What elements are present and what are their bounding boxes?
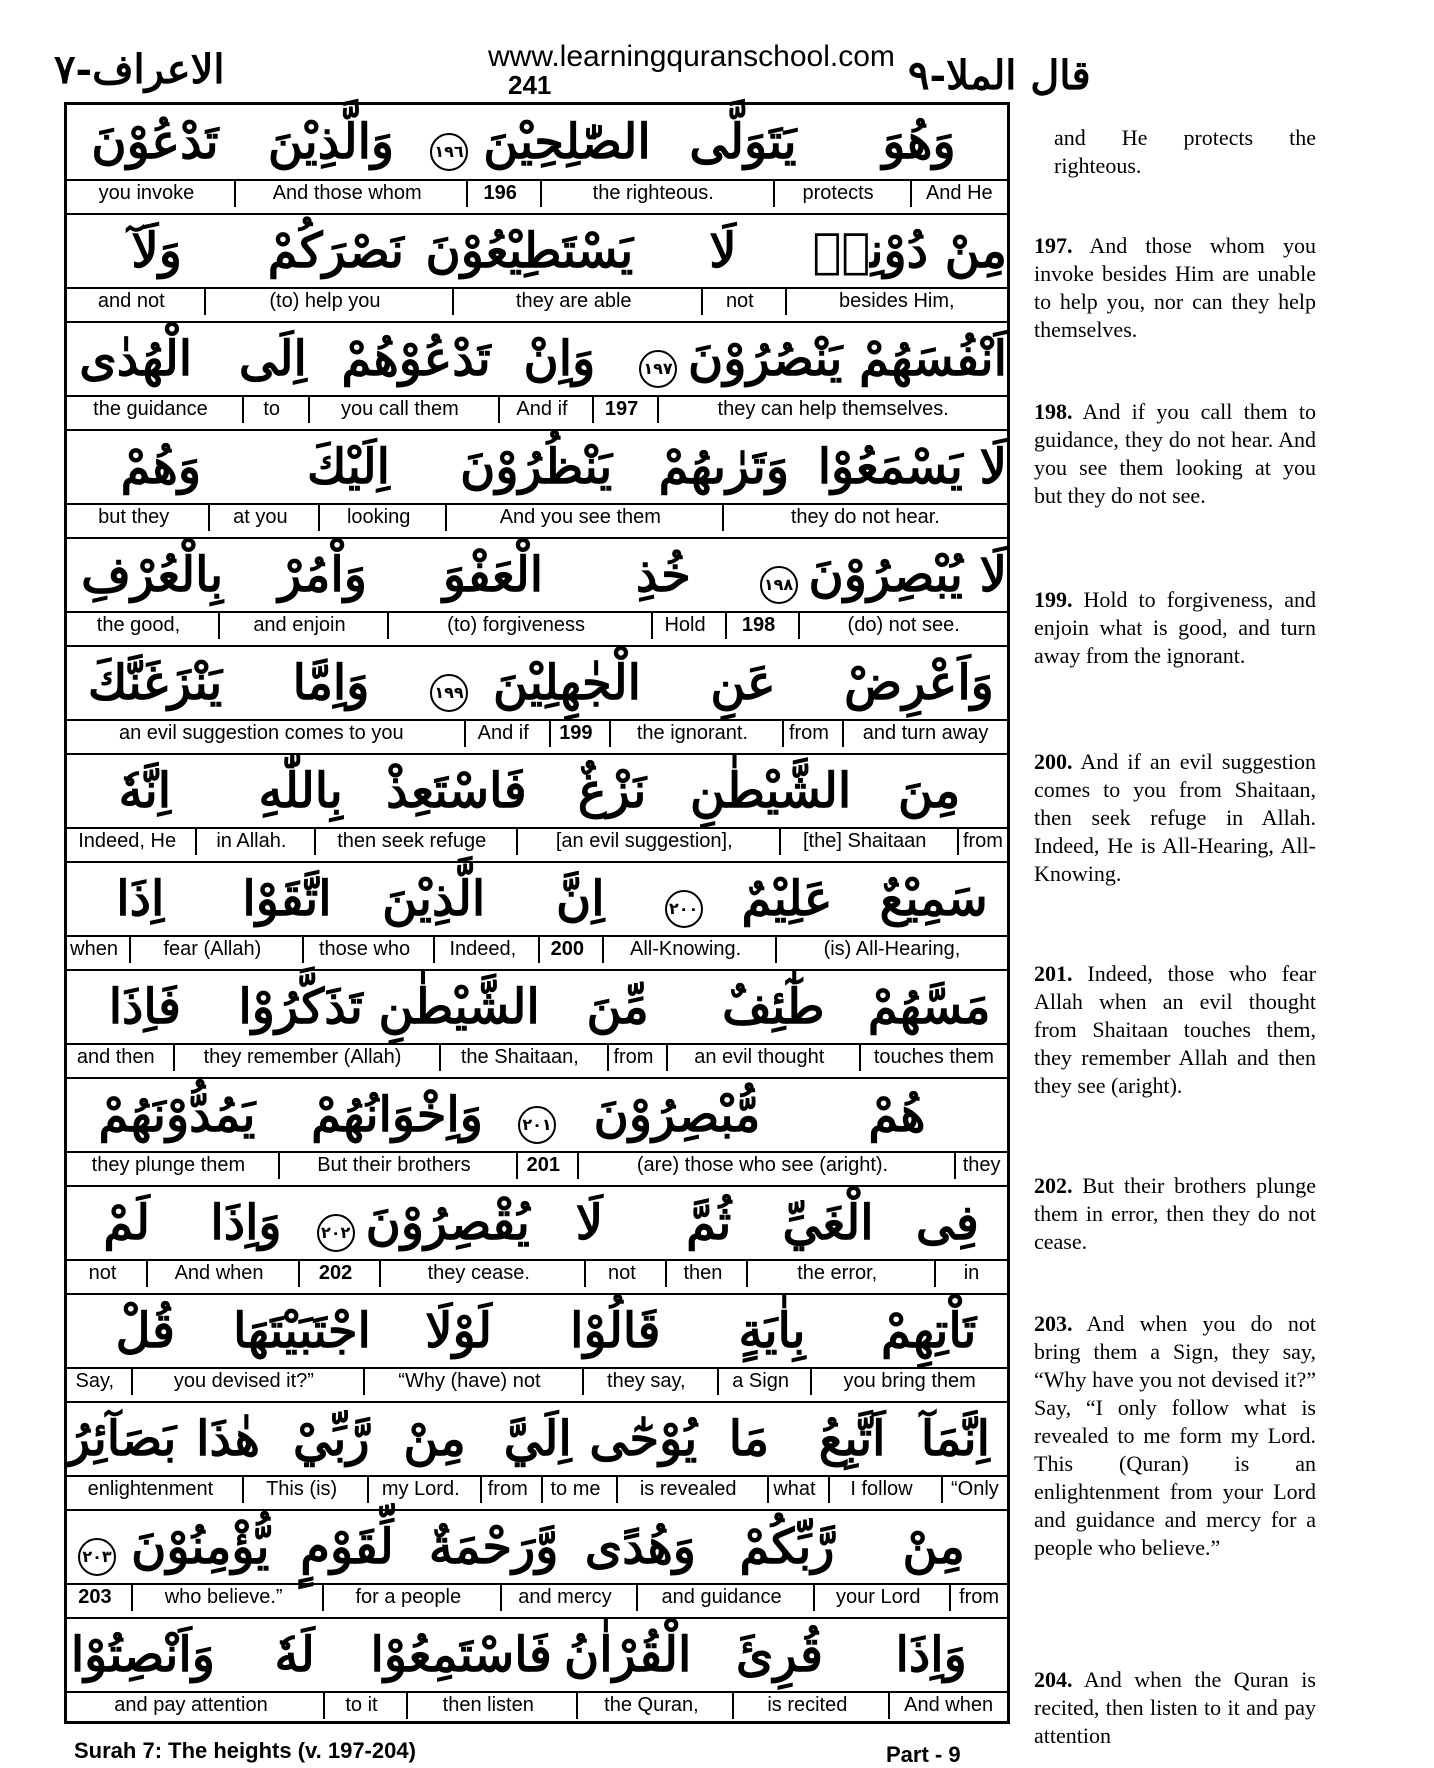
english-word: and turn away <box>842 721 1007 747</box>
arabic-word: وَاِذَا <box>895 1627 967 1683</box>
english-word: your Lord <box>813 1585 941 1611</box>
verse-number: 202 <box>298 1261 371 1287</box>
arabic-word: الشَّيْطٰنِ <box>378 979 540 1035</box>
verse-number: 200 <box>538 937 594 963</box>
english-word: an evil suggestion comes to you <box>119 722 404 744</box>
arabic-word: عَنِ <box>710 655 776 711</box>
english-word: touches them <box>859 1045 1007 1071</box>
arabic-word: يَسْتَطِيْعُوْنَ <box>425 223 634 279</box>
arabic-row <box>67 105 1007 179</box>
english-word: (is) All-Hearing, <box>775 937 1007 963</box>
arabic-word: اِلَى <box>238 331 307 387</box>
english-word: they remember (Allah) <box>173 1045 431 1071</box>
english-word: is revealed <box>616 1477 759 1503</box>
english-word: And if <box>498 397 583 423</box>
arabic-row <box>67 1293 1007 1367</box>
arabic-word: وَلَآ <box>131 223 182 279</box>
translation-verse-number: 198. <box>1034 399 1073 424</box>
english-word: All-Knowing. <box>602 937 766 963</box>
arabic-word: مُّبْصِرُوْنَ <box>593 1087 761 1143</box>
arabic-word: وَهُوَ <box>882 114 956 170</box>
english-row <box>67 179 1007 207</box>
arabic-word: مِّنَ <box>586 979 649 1035</box>
verse-translation <box>1034 1310 1316 1562</box>
english-word: and pay attention <box>114 1694 268 1716</box>
arabic-word: فِى <box>915 1195 979 1251</box>
english-word: [an evil suggestion], <box>516 829 771 855</box>
verse-number: 201 <box>516 1153 569 1179</box>
english-word: they do not hear. <box>722 505 1007 531</box>
translation-verse-number: 204. <box>1034 1667 1073 1692</box>
english-word: (to) forgiveness <box>387 613 643 639</box>
english-word: then seek refuge <box>314 829 508 855</box>
english-word: from <box>957 829 1007 855</box>
arabic-word: وَاَعْرِضْ <box>844 655 994 711</box>
arabic-word: مِنْ دُوْنِهٖ <box>812 223 1007 279</box>
english-word: the ignorant. <box>609 721 774 747</box>
arabic-word: وَاِخْوَانُهُمْ <box>311 1087 483 1143</box>
english-word: when <box>70 938 118 960</box>
arabic-word: اِلَيَّ <box>503 1411 572 1467</box>
english-word: those who <box>302 937 426 963</box>
arabic-word: لَمْ <box>103 1195 150 1251</box>
translation-text: and He protects the righteous. <box>1054 125 1316 178</box>
english-row <box>67 1691 1007 1719</box>
english-row <box>67 719 1007 747</box>
arabic-word: تَدْعُوْهُمْ <box>341 331 491 387</box>
english-word: but they <box>98 506 170 528</box>
arabic-word: الْغَيِّ <box>782 1195 874 1251</box>
arabic-row <box>67 861 1007 935</box>
verse-end-icon: ١٩٧ <box>639 350 677 388</box>
arabic-word: هُمْ <box>868 1087 926 1143</box>
arabic-word: مَسَّهُمْ <box>867 979 991 1035</box>
english-word: And if <box>464 721 541 747</box>
translation-verse-number: 203. <box>1034 1311 1073 1336</box>
english-word: “Only <box>941 1477 1007 1503</box>
english-word: And those whom <box>234 181 459 207</box>
verse-number-marker <box>749 546 809 604</box>
arabic-word: فَاِذَا <box>108 979 181 1035</box>
arabic-word: اتَّقَوْا <box>242 871 332 927</box>
site-url[interactable]: www.learningquranschool.com <box>488 40 895 73</box>
english-word: [the] Shaitaan <box>779 829 949 855</box>
translation-text: And if an evil suggestion comes to you from Shaitaan, then seek refuge in Allah. Indeed, He is All-Hearing, All-Knowing. <box>1034 749 1316 886</box>
english-word: an evil thought <box>666 1045 851 1071</box>
english-word: the guidance <box>93 398 208 420</box>
arabic-word: يُقْصِرُوْنَ <box>365 1195 530 1251</box>
arabic-word: لَا يُبْصِرُوْنَ <box>808 547 1007 603</box>
arabic-word: تَاْتِهِمْ <box>880 1303 977 1359</box>
verse-number-marker <box>628 330 688 388</box>
english-word: you bring them <box>810 1369 1007 1395</box>
verse-translation <box>1034 1172 1316 1256</box>
arabic-row <box>67 1509 1007 1583</box>
english-word: And He <box>910 181 1007 207</box>
arabic-row <box>67 429 1007 503</box>
english-word: you invoke <box>98 182 195 204</box>
arabic-word: الْقُرْاٰنُ <box>564 1627 692 1683</box>
translation-verse-number: 197. <box>1034 233 1073 258</box>
arabic-row <box>67 969 1007 1043</box>
english-word: from <box>607 1045 658 1071</box>
verse-number: 198 <box>725 613 791 639</box>
arabic-word: لِّقَوْمٍ <box>300 1519 394 1575</box>
english-row <box>67 1583 1007 1611</box>
english-word: and not <box>97 290 165 312</box>
english-word: Indeed, He <box>78 830 177 852</box>
english-word: fear (Allah) <box>129 937 293 963</box>
english-row <box>67 1259 1007 1287</box>
translation-text: Indeed, those who fear Allah when an evil thought from Shaitaan touches them, they remember Allah and then they see (aright). <box>1034 961 1316 1098</box>
english-word: (to) help you <box>204 289 445 315</box>
translation-verse-number: 201. <box>1034 961 1073 986</box>
arabic-row <box>67 1617 1007 1691</box>
verse-end-icon: ١٩٩ <box>430 674 468 712</box>
arabic-row <box>67 1077 1007 1151</box>
arabic-row <box>67 1401 1007 1475</box>
arabic-word: لَا <box>709 223 737 279</box>
arabic-word: وَتَرٰىهُمْ <box>658 439 790 495</box>
translation-verse-number: 200. <box>1034 749 1073 774</box>
arabic-word: مِنْ <box>403 1411 466 1467</box>
english-word: besides Him, <box>785 289 1007 315</box>
english-word: to me <box>541 1477 607 1503</box>
part-name-header: قال الملا-٩ <box>908 52 1091 99</box>
verse-number: 196 <box>466 181 532 207</box>
verse-translation <box>1034 1666 1316 1750</box>
english-word: to it <box>323 1693 398 1719</box>
english-word: my Lord. <box>367 1477 472 1503</box>
english-word: (are) those who see (aright). <box>577 1153 947 1179</box>
english-word: “Why (have) not <box>363 1369 574 1395</box>
verse-number-marker <box>419 654 479 712</box>
english-word: a Sign <box>717 1369 802 1395</box>
verse-number-marker <box>419 113 479 171</box>
english-word: And when <box>888 1693 1007 1719</box>
page-number: 241 <box>508 70 552 100</box>
arabic-word: يُّؤْمِنُوْنَ <box>131 1519 270 1575</box>
english-word: from <box>782 721 834 747</box>
arabic-word: وَاَنْصِتُوْا <box>70 1627 215 1683</box>
arabic-word: يَنْظُرُوْنَ <box>460 439 613 495</box>
english-word: not <box>584 1261 657 1287</box>
translation-verse-number: 202. <box>1034 1173 1073 1198</box>
arabic-word: قُلْ <box>115 1303 175 1359</box>
english-word: to <box>242 397 300 423</box>
english-word: And when <box>146 1261 290 1287</box>
surah-reference: Surah 7: The heights (v. 197-204) <box>74 1738 416 1763</box>
arabic-row <box>67 645 1007 719</box>
arabic-word: وَاِذَا <box>210 1195 282 1251</box>
translation-text: And if you call them to guidance, they do not hear. And you see them looking at you but they do not see. <box>1034 399 1316 508</box>
arabic-word: اِنَّهٗ <box>118 763 172 819</box>
arabic-word: قَالُوْا <box>570 1303 661 1359</box>
arabic-word: لَهٗ <box>274 1627 315 1683</box>
english-word: Say, <box>75 1370 115 1392</box>
arabic-row <box>67 321 1007 395</box>
arabic-word: لَا <box>575 1195 604 1251</box>
arabic-word: الْجٰهِلِيْنَ <box>493 655 641 711</box>
english-word: not <box>701 289 776 315</box>
english-word: they say, <box>582 1369 709 1395</box>
verse-number: 199 <box>549 721 601 747</box>
arabic-word: ثُمَّ <box>686 1195 732 1251</box>
arabic-word: مَا <box>728 1411 770 1467</box>
arabic-word: رَّبِّيْ <box>293 1411 370 1467</box>
arabic-word: فَاسْتَعِذْ <box>386 763 527 819</box>
english-word: they are able <box>452 289 693 315</box>
arabic-word: وَهُمْ <box>120 439 202 495</box>
arabic-word: نَصْرَكُمْ <box>267 223 405 279</box>
arabic-row <box>67 1185 1007 1259</box>
verse-translation <box>1034 748 1316 888</box>
english-word: you devised it?” <box>131 1369 356 1395</box>
arabic-word: اَتَّبِعُ <box>818 1411 886 1467</box>
english-word: from <box>949 1585 1007 1611</box>
verse-number-marker <box>306 1194 366 1252</box>
english-word: the Shaitaan, <box>439 1045 600 1071</box>
arabic-word: نَزْغٌ <box>577 763 647 819</box>
arabic-word: خُذِ <box>635 547 691 603</box>
translation-text: And those whom you invoke besides Him are unable to help you, nor can they help themselves. <box>1034 233 1316 342</box>
arabic-word: لَا يَسْمَعُوْا <box>817 439 1007 495</box>
arabic-word: مِنْ <box>902 1519 965 1575</box>
arabic-word: يَنْزَغَنَّكَ <box>87 655 223 711</box>
english-word: they <box>954 1153 1007 1179</box>
arabic-word: وَاِنْ <box>523 331 596 387</box>
english-row <box>67 1043 1007 1071</box>
word-by-word-grid <box>64 102 1010 1724</box>
arabic-word: وَالَّذِيْنَ <box>267 114 395 170</box>
verse-translation <box>1034 960 1316 1100</box>
arabic-word: بَصَآئِرُ <box>66 1411 177 1467</box>
english-word: in Allah. <box>195 829 305 855</box>
english-word: is recited <box>732 1693 880 1719</box>
arabic-word: بِاٰيَةٍ <box>738 1303 806 1359</box>
english-word: they can help themselves. <box>657 397 1007 423</box>
english-word: and mercy <box>500 1585 628 1611</box>
arabic-word: طٰٓئِفٌ <box>722 979 825 1035</box>
arabic-word: هٰذَا <box>196 1411 260 1467</box>
part-label: Part - 9 <box>886 1742 961 1767</box>
verse-end-icon: ٢٠٠ <box>665 890 703 928</box>
verse-translation <box>1034 398 1316 510</box>
english-word: This (is) <box>242 1477 360 1503</box>
english-word: the righteous. <box>540 181 765 207</box>
translation-text: And when you do not bring them a Sign, they say, “Why have you not devised it?” Say, “I only follow what is revealed to me form my Lord. This (Quran) is an enlightenment from your Lord and guidance and mercy for a people who believe.” <box>1034 1311 1316 1560</box>
arabic-word: فَاسْتَمِعُوْا <box>370 1627 552 1683</box>
arabic-word: وَّرَحْمَةٌ <box>428 1519 559 1575</box>
arabic-word: يُوْحٰٓى <box>589 1411 698 1467</box>
english-row <box>67 1475 1007 1503</box>
english-word: I follow <box>828 1477 933 1503</box>
arabic-word: رَّبِّكُمْ <box>739 1519 835 1575</box>
english-word: then listen <box>406 1693 568 1719</box>
english-row <box>67 287 1007 315</box>
arabic-row <box>67 537 1007 611</box>
arabic-word: اِنَّمَآ <box>920 1411 990 1467</box>
verse-end-icon: ١٩٦ <box>430 133 468 171</box>
arabic-word: يَمُدُّوْنَهُمْ <box>98 1087 256 1143</box>
english-word: not <box>88 1262 117 1284</box>
english-word: (do) not see. <box>798 613 1007 639</box>
english-word: from <box>480 1477 533 1503</box>
english-row <box>67 503 1007 531</box>
english-word: Indeed, <box>433 937 530 963</box>
english-word: the error, <box>746 1261 926 1287</box>
english-word: at you <box>208 505 310 531</box>
verse-number-marker <box>67 1518 127 1576</box>
surah-name-header: الاعراف-٧ <box>54 46 225 93</box>
english-word: in <box>934 1261 1007 1287</box>
arabic-word: تَذَكَّرُوْا <box>238 979 363 1035</box>
arabic-word: لَوْلَا <box>425 1303 493 1359</box>
arabic-word: وَهُدًى <box>584 1519 696 1575</box>
verse-end-icon: ١٩٨ <box>760 566 798 604</box>
arabic-word: بِاللّٰهِ <box>258 763 343 819</box>
english-word: And you see them <box>445 505 714 531</box>
arabic-word: الشَّيْطٰنِ <box>690 763 852 819</box>
arabic-word: عَلِيْمٌ <box>741 871 833 927</box>
arabic-word: الَّذِيْنَ <box>382 871 486 927</box>
arabic-word: اَنْفُسَهُمْ يَنْصُرُوْنَ <box>688 331 1007 387</box>
english-word: looking <box>318 505 437 531</box>
translation-text: And when the Quran is recited, then listen to it and pay attention <box>1034 1667 1316 1748</box>
english-row <box>67 1151 1007 1179</box>
english-row <box>67 395 1007 423</box>
english-word: Hold <box>651 613 717 639</box>
arabic-word: وَاْمُرْ <box>278 547 367 603</box>
arabic-word: سَمِيْعٌ <box>879 871 988 927</box>
arabic-word: الْهُدٰى <box>79 331 193 387</box>
verse-number: 203 <box>78 1586 112 1608</box>
english-word: enlightenment <box>87 1478 214 1500</box>
verse-number: 197 <box>592 397 650 423</box>
arabic-word: قُرِئَ <box>735 1627 823 1683</box>
arabic-word: الْعَفْوَ <box>442 547 544 603</box>
arabic-word: اِلَيْكَ <box>307 439 390 495</box>
english-word: you call them <box>308 397 491 423</box>
english-word: they cease. <box>379 1261 576 1287</box>
arabic-word: اِذَا <box>116 871 165 927</box>
english-word: protects <box>773 181 902 207</box>
english-row <box>67 611 1007 639</box>
arabic-row <box>67 213 1007 287</box>
arabic-word: يَتَوَلَّى <box>689 114 797 170</box>
english-word: they plunge them <box>91 1154 246 1176</box>
english-word: But their brothers <box>278 1153 508 1179</box>
arabic-word: بِالْعُرْفِ <box>81 547 224 603</box>
arabic-word: مِنَ <box>897 763 961 819</box>
verse-translation <box>1054 124 1316 180</box>
english-word: and enjoin <box>218 613 379 639</box>
verse-end-icon: ٢٠١ <box>518 1106 556 1144</box>
arabic-word: تَدْعُوْنَ <box>91 114 219 170</box>
verse-end-icon: ٢٠٣ <box>78 1538 116 1576</box>
english-word: what <box>767 1477 820 1503</box>
arabic-word: اجْتَبَيْتَهَا <box>233 1303 371 1359</box>
english-word: the good, <box>96 614 181 636</box>
arabic-word: اِنَّ <box>556 871 605 927</box>
english-row <box>67 827 1007 855</box>
verse-translation <box>1034 232 1316 344</box>
translation-text: But their brothers plunge them in error, then they do not cease. <box>1034 1173 1316 1254</box>
english-word: who believe.” <box>131 1585 315 1611</box>
english-word: and guidance <box>636 1585 806 1611</box>
translation-verse-number: 199. <box>1034 587 1073 612</box>
arabic-word: وَاِمَّا <box>292 655 370 711</box>
english-word: then <box>665 1261 738 1287</box>
english-word: and then <box>76 1046 155 1068</box>
arabic-row <box>67 753 1007 827</box>
verse-number-marker <box>654 870 714 928</box>
translation-text: Hold to forgiveness, and enjoin what is good, and turn away from the ignorant. <box>1034 587 1316 668</box>
english-word: for a people <box>322 1585 492 1611</box>
english-word: the Quran, <box>576 1693 724 1719</box>
verse-end-icon: ٢٠٢ <box>317 1214 355 1252</box>
arabic-word: الصّٰلِحِيْنَ <box>483 114 651 170</box>
verse-translation <box>1034 586 1316 670</box>
english-row <box>67 1367 1007 1395</box>
english-row <box>67 935 1007 963</box>
verse-number-marker <box>507 1086 567 1144</box>
